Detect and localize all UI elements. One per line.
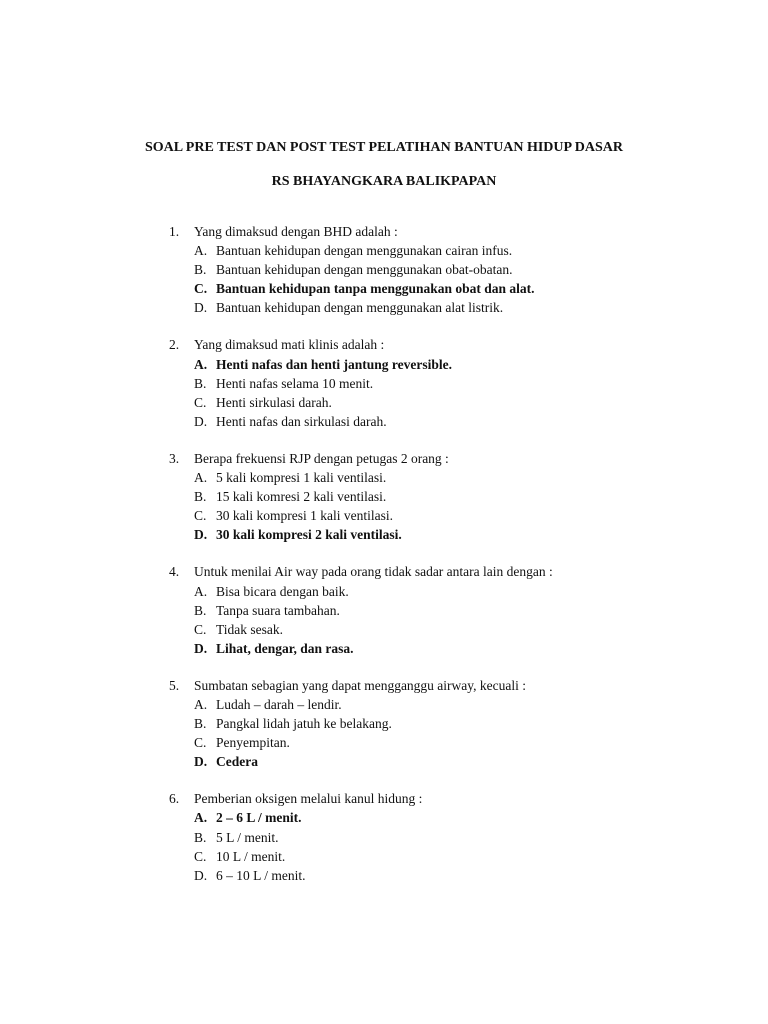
option-a (0, 695, 768, 714)
option-letter: C. (194, 735, 207, 751)
option-d (0, 298, 768, 317)
question-4 (0, 562, 768, 657)
option-a (0, 241, 768, 260)
document-subtitle: RS BHAYANGKARA BALIKPAPAN (271, 174, 497, 189)
option-letter: B. (194, 829, 207, 845)
option-b (0, 487, 768, 506)
question-number: 3. (169, 450, 180, 466)
option-text: Tidak sesak. (216, 621, 284, 637)
option-b (0, 374, 768, 393)
option-letter: A. (194, 696, 208, 712)
option-text: Bantuan kehidupan dengan menggunakan alat listrik. (216, 300, 504, 316)
option-letter: A. (194, 810, 208, 826)
question-line (0, 562, 768, 581)
option-c-answer (0, 279, 768, 298)
question-line (0, 449, 768, 468)
question-line (0, 676, 768, 695)
option-letter: C. (194, 508, 207, 524)
question-line (0, 789, 768, 808)
option-text: Ludah – darah – lendir. (216, 696, 342, 712)
option-c (0, 847, 768, 866)
option-b (0, 601, 768, 620)
question-number: 2. (169, 337, 180, 353)
option-text: 10 L / menit. (216, 848, 286, 864)
option-letter: C. (194, 281, 208, 297)
option-text: Bisa bicara dengan baik. (216, 583, 349, 599)
option-d (0, 412, 768, 431)
question-line (0, 222, 768, 241)
question-text: Yang dimaksud mati klinis adalah : (194, 337, 385, 353)
question-list (0, 222, 768, 885)
question-number: 1. (169, 224, 180, 239)
option-letter: A. (194, 583, 208, 599)
option-a (0, 582, 768, 601)
option-text: Henti sirkulasi darah. (216, 394, 332, 410)
option-c (0, 620, 768, 639)
option-letter: D. (194, 754, 208, 770)
option-text: 5 kali kompresi 1 kali ventilasi. (216, 470, 387, 486)
option-a (0, 468, 768, 487)
option-c (0, 393, 768, 412)
option-b (0, 714, 768, 733)
option-letter: B. (194, 489, 207, 505)
option-letter: A. (194, 243, 208, 259)
option-text: Henti nafas selama 10 menit. (216, 375, 374, 391)
question-2 (0, 335, 768, 430)
question-text: Untuk menilai Air way pada orang tidak sadar antara lain dengan : (194, 564, 553, 580)
option-text: 30 kali kompresi 2 kali ventilasi. (216, 527, 402, 543)
option-letter: A. (194, 470, 208, 486)
option-text: 5 L / menit. (216, 829, 279, 845)
option-text: Bantuan kehidupan tanpa menggunakan obat dan alat. (216, 281, 535, 297)
option-letter: D. (194, 640, 208, 656)
option-d-answer (0, 639, 768, 658)
question-number: 6. (169, 791, 180, 807)
option-letter: C. (194, 848, 207, 864)
option-text: 30 kali kompresi 1 kali ventilasi. (216, 508, 393, 524)
option-text: Lihat, dengar, dan rasa. (216, 640, 354, 656)
option-letter: B. (194, 602, 207, 618)
option-text: Bantuan kehidupan dengan menggunakan obat-obatan. (216, 262, 513, 278)
option-text: 2 – 6 L / menit. (216, 810, 302, 826)
option-text: Henti nafas dan henti jantung reversible. (216, 356, 453, 372)
option-b (0, 828, 768, 847)
question-text: Yang dimaksud dengan BHD adalah : (194, 224, 398, 239)
question-5 (0, 676, 768, 771)
option-d-answer (0, 525, 768, 544)
option-text: Bantuan kehidupan dengan menggunakan cairan infus. (216, 243, 513, 259)
option-letter: B. (194, 375, 207, 391)
question-3 (0, 449, 768, 544)
document-title: SOAL PRE TEST DAN POST TEST PELATIHAN BANTUAN HIDUP DASAR (144, 140, 624, 155)
option-text: Henti nafas dan sirkulasi darah. (216, 413, 387, 429)
option-text: 15 kali komresi 2 kali ventilasi. (216, 489, 387, 505)
option-letter: C. (194, 394, 207, 410)
option-d (0, 866, 768, 885)
option-text: Penyempitan. (216, 735, 290, 751)
option-text: 6 – 10 L / menit. (216, 867, 306, 883)
option-letter: D. (194, 413, 208, 429)
question-text: Berapa frekuensi RJP dengan petugas 2 orang : (194, 450, 449, 466)
option-a-answer (0, 355, 768, 374)
option-c (0, 506, 768, 525)
option-letter: C. (194, 621, 207, 637)
option-letter: D. (194, 300, 208, 316)
question-number: 4. (169, 564, 180, 580)
question-1 (0, 222, 768, 317)
option-d-answer (0, 752, 768, 771)
option-letter: B. (194, 716, 207, 732)
option-letter: D. (194, 867, 208, 883)
option-text: Cedera (216, 754, 258, 770)
option-letter: B. (194, 262, 207, 278)
option-text: Pangkal lidah jatuh ke belakang. (216, 716, 392, 732)
question-6 (0, 789, 768, 884)
option-a-answer (0, 808, 768, 827)
option-b (0, 260, 768, 279)
option-letter: A. (194, 356, 208, 372)
question-text: Sumbatan sebagian yang dapat mengganggu airway, kecuali : (194, 677, 527, 693)
option-c (0, 733, 768, 752)
option-letter: D. (194, 527, 208, 543)
question-text: Pemberian oksigen melalui kanul hidung : (194, 791, 423, 807)
option-text: Tanpa suara tambahan. (216, 602, 340, 618)
question-number: 5. (169, 677, 180, 693)
question-line (0, 335, 768, 354)
